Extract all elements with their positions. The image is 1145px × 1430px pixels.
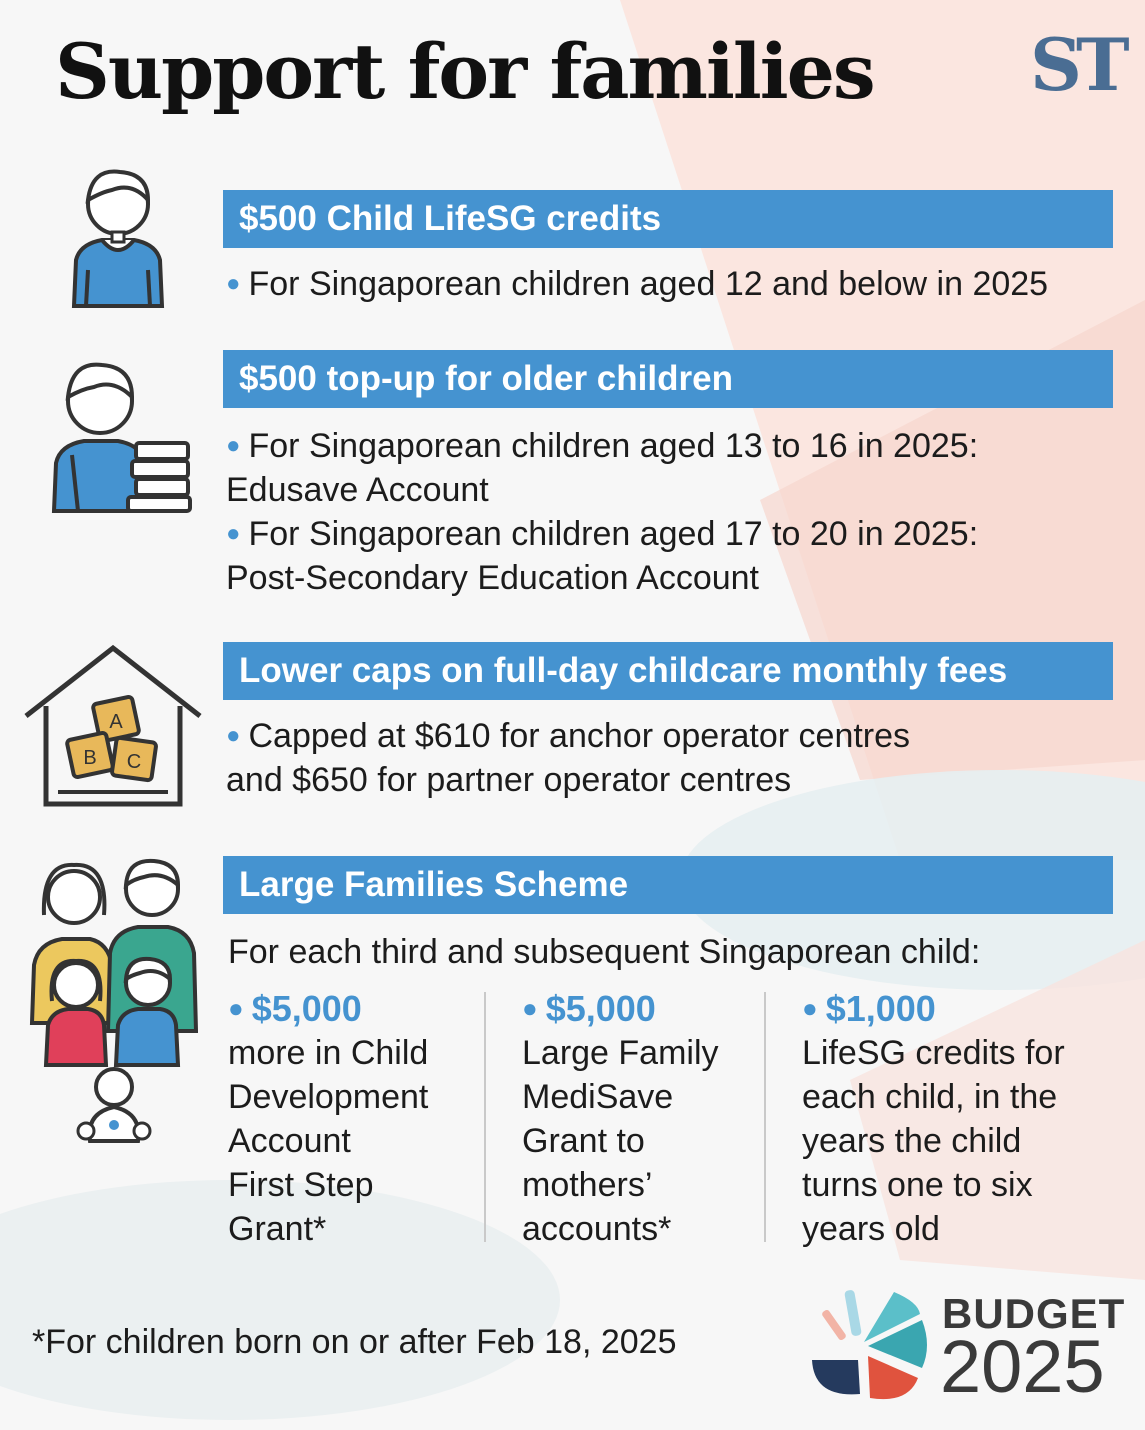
- section-body-childcare-caps: [226, 714, 1106, 802]
- footnote: *For children born on or after Feb 18, 2025: [32, 1323, 677, 1361]
- benefit-line: turns one to six: [802, 1166, 1033, 1204]
- bullet-text: For Singaporean children aged 17 to 20 in 2025:: [248, 515, 979, 553]
- benefit-line: more in Child: [228, 1034, 429, 1072]
- bullet-text-continued: Post-Secondary Education Account: [226, 559, 759, 597]
- benefit-line: Grant*: [228, 1210, 327, 1248]
- benefit-line: First Step: [228, 1166, 374, 1204]
- section-heading-childcare-caps: Lower caps on full-day childcare monthly fees: [223, 642, 1113, 700]
- bullet-dot: ●: [226, 270, 241, 297]
- benefit-column-lifesg-credits: [802, 986, 1112, 1251]
- benefit-line: accounts*: [522, 1210, 672, 1248]
- column-divider: [484, 992, 486, 1242]
- benefit-line: each child, in the: [802, 1078, 1058, 1116]
- budget-logo-year: 2025: [940, 1325, 1105, 1408]
- section-heading-older-children: $500 top-up for older children: [223, 350, 1113, 408]
- abc-blocks: [66, 696, 156, 780]
- block-a-label: A: [109, 711, 123, 733]
- benefit-amount: $5,000: [545, 988, 656, 1029]
- budget-logo-word: BUDGET: [942, 1290, 1126, 1337]
- bullet-text-continued: and $650 for partner operator centres: [226, 761, 792, 799]
- bullet-dot: ●: [226, 520, 241, 547]
- benefit-line: Large Family: [522, 1034, 719, 1072]
- benefit-line: LifeSG credits for: [802, 1034, 1065, 1072]
- st-logo: ST: [1030, 22, 1124, 107]
- benefit-amount: $5,000: [251, 988, 362, 1029]
- benefit-line: Grant to: [522, 1122, 645, 1160]
- benefit-line: years the child: [802, 1122, 1022, 1160]
- benefit-line: Development: [228, 1078, 429, 1116]
- budget-logo-mark-icon: [808, 1286, 932, 1404]
- large-families-intro: For each third and subsequent Singaporean child:: [228, 933, 981, 971]
- bullet-dot: ●: [226, 432, 241, 459]
- benefit-amount: $1,000: [825, 988, 936, 1029]
- child-with-books-icon: [48, 345, 193, 515]
- block-c-label: C: [126, 751, 142, 773]
- section-heading-large-families: Large Families Scheme: [223, 856, 1113, 914]
- benefit-column-medisave-grant: [522, 986, 762, 1251]
- bullet-dot: ●: [228, 993, 244, 1023]
- benefit-line: Account: [228, 1122, 351, 1160]
- column-divider: [764, 992, 766, 1242]
- family-icon: [28, 855, 198, 1145]
- child-icon: [62, 160, 174, 308]
- bullet-text-continued: Edusave Account: [226, 471, 489, 509]
- page-title: Support for families: [55, 27, 874, 116]
- bullet-text: For Singaporean children aged 12 and below in 2025: [248, 265, 1049, 303]
- block-b-label: B: [83, 747, 97, 769]
- bullet-text: For Singaporean children aged 13 to 16 in 2025:: [248, 427, 979, 465]
- section-heading-child-lifesg: $500 Child LifeSG credits: [223, 190, 1113, 248]
- benefit-column-cda-grant: [228, 986, 468, 1251]
- bullet-dot: ●: [802, 993, 818, 1023]
- section-body-older-children: [226, 424, 1106, 600]
- section-body-child-lifesg: [226, 262, 1048, 306]
- benefit-line: years old: [802, 1210, 940, 1248]
- bullet-dot: ●: [226, 722, 241, 749]
- benefit-line: MediSave: [522, 1078, 674, 1116]
- benefit-line: mothers’: [522, 1166, 653, 1204]
- bullet-dot: ●: [522, 993, 538, 1023]
- childcare-house-icon: [18, 640, 208, 810]
- bullet-text: Capped at $610 for anchor operator centres: [248, 717, 911, 755]
